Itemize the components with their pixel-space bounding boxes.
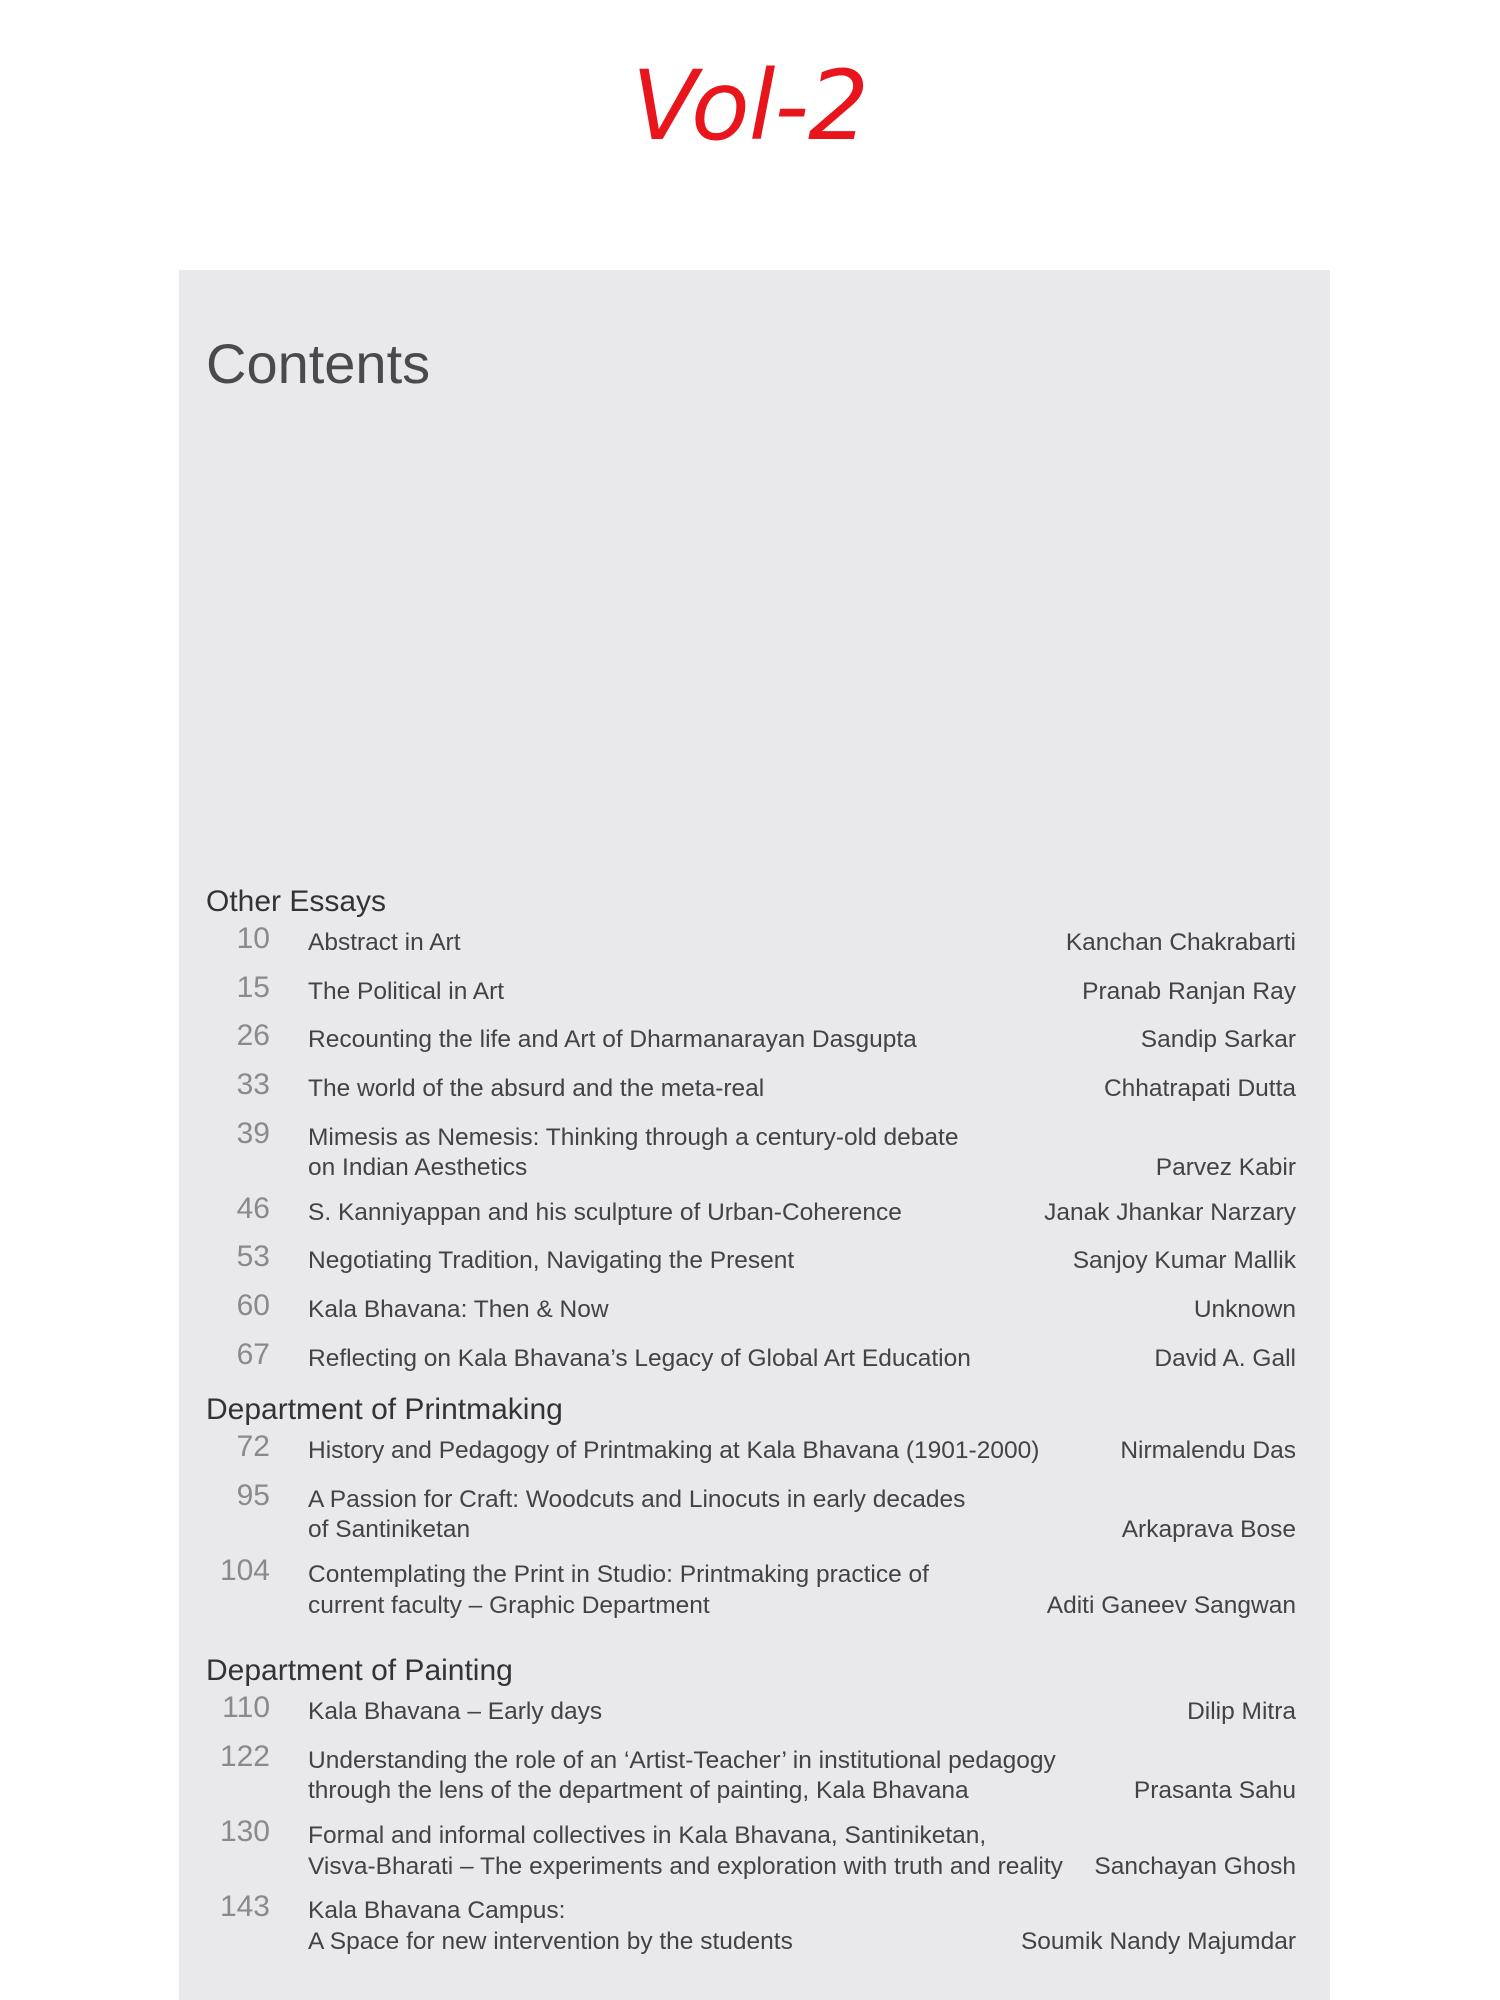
author-name: Arkaprava Bose xyxy=(1121,1516,1296,1544)
toc-entry xyxy=(206,1553,1296,1621)
page-number: 72 xyxy=(236,1430,270,1463)
toc-entry xyxy=(206,1478,1296,1546)
volume-label: Vol-2 xyxy=(631,50,869,162)
page-number: 26 xyxy=(236,1019,270,1053)
section-painting xyxy=(206,1654,1296,1967)
page-number: 39 xyxy=(236,1116,270,1150)
contents-page xyxy=(179,270,1330,2000)
toc-entry xyxy=(206,924,1296,959)
page-number: 143 xyxy=(219,1890,270,1924)
page-number: 95 xyxy=(236,1478,270,1512)
toc-entry xyxy=(206,1892,1296,1957)
toc-entry xyxy=(206,1242,1296,1277)
author-name: Nirmalendu Das xyxy=(1120,1437,1296,1464)
essay-title: Recounting the life and Art of Dharmanarayan Dasgupta xyxy=(308,1026,917,1054)
author-name: Chhatrapati Dutta xyxy=(1103,1074,1296,1102)
toc-entry xyxy=(206,1693,1296,1728)
section-heading: Department of Painting xyxy=(206,1654,513,1687)
page-number: 67 xyxy=(236,1337,270,1371)
author-name: Pranab Ranjan Ray xyxy=(1082,977,1296,1005)
essay-title: Kala Bhavana Campus: A Space for new intervention by the students xyxy=(308,1897,793,1955)
essay-title: Understanding the role of an ‘Artist-Teacher’ in institutional pedagogy through the lens of the department of painting, Kala Bhavana xyxy=(308,1746,1056,1805)
essay-title: Contemplating the Print in Studio: Printmaking practice of current faculty – Graphic Department xyxy=(308,1560,929,1619)
author-name: Sandip Sarkar xyxy=(1140,1026,1296,1054)
section-heading: Department of Printmaking xyxy=(206,1393,563,1426)
page-number: 53 xyxy=(236,1240,270,1274)
essay-title: The Political in Art xyxy=(308,977,505,1005)
section-other-essays xyxy=(206,885,1296,1388)
section-heading: Other Essays xyxy=(206,885,387,918)
essay-title: A Passion for Craft: Woodcuts and Linocuts in early decades of Santiniketan xyxy=(308,1485,966,1544)
author-name: Unknown xyxy=(1193,1296,1296,1323)
page-number: 33 xyxy=(236,1067,270,1101)
author-name: Aditi Ganeev Sangwan xyxy=(1046,1591,1296,1619)
toc-entry xyxy=(206,1116,1296,1184)
page-number: 110 xyxy=(222,1691,270,1724)
page-number: 46 xyxy=(236,1191,270,1225)
page-number: 122 xyxy=(219,1739,270,1773)
page-number: 15 xyxy=(236,970,270,1004)
author-name: Dilip Mitra xyxy=(1187,1698,1296,1725)
toc-entry xyxy=(206,1021,1296,1056)
toc-entry xyxy=(206,1337,1296,1375)
author-name: Sanjoy Kumar Mallik xyxy=(1072,1247,1296,1275)
essay-title: Reflecting on Kala Bhavana’s Legacy of Global Art Education xyxy=(308,1344,971,1372)
essay-title: Negotiating Tradition, Navigating the Present xyxy=(308,1247,795,1275)
essay-title: Mimesis as Nemesis: Thinking through a century-old debate on Indian Aesthetics xyxy=(308,1123,959,1182)
author-name: David A. Gall xyxy=(1154,1344,1296,1372)
page-title: Contents xyxy=(206,332,431,395)
essay-title: The world of the absurd and the meta-real xyxy=(308,1074,765,1102)
page-number: 130 xyxy=(219,1814,270,1848)
essay-title: Kala Bhavana – Early days xyxy=(308,1698,603,1725)
essay-title: Abstract in Art xyxy=(308,929,461,956)
essay-title: History and Pedagogy of Printmaking at Kala Bhavana (1901-2000) xyxy=(308,1437,1040,1464)
essay-title: S. Kanniyappan and his sculpture of Urban-Coherence xyxy=(308,1198,902,1226)
author-name: Parvez Kabir xyxy=(1155,1154,1296,1182)
toc-entry xyxy=(206,1067,1296,1105)
author-name: Sanchayan Ghosh xyxy=(1094,1852,1296,1880)
essay-title: Formal and informal collectives in Kala Bhavana, Santiniketan, Visva-Bharati – The experiments and exploration with truth and reality xyxy=(308,1821,1063,1880)
page-number: 104 xyxy=(219,1553,270,1587)
toc-entry xyxy=(206,970,1296,1008)
toc-entry xyxy=(206,1291,1296,1326)
section-printmaking xyxy=(206,1393,1296,1631)
author-name: Janak Jhankar Narzary xyxy=(1044,1198,1296,1226)
toc-entry xyxy=(206,1814,1296,1882)
author-name: Soumik Nandy Majumdar xyxy=(1020,1927,1296,1955)
toc-entry xyxy=(206,1191,1296,1229)
toc-entry xyxy=(206,1739,1296,1807)
author-name: Prasanta Sahu xyxy=(1133,1777,1296,1805)
toc-entry xyxy=(206,1432,1296,1467)
essay-title: Kala Bhavana: Then & Now xyxy=(308,1296,609,1323)
author-name: Kanchan Chakrabarti xyxy=(1065,929,1296,956)
page-number: 60 xyxy=(236,1289,270,1322)
page-number: 10 xyxy=(236,922,270,955)
